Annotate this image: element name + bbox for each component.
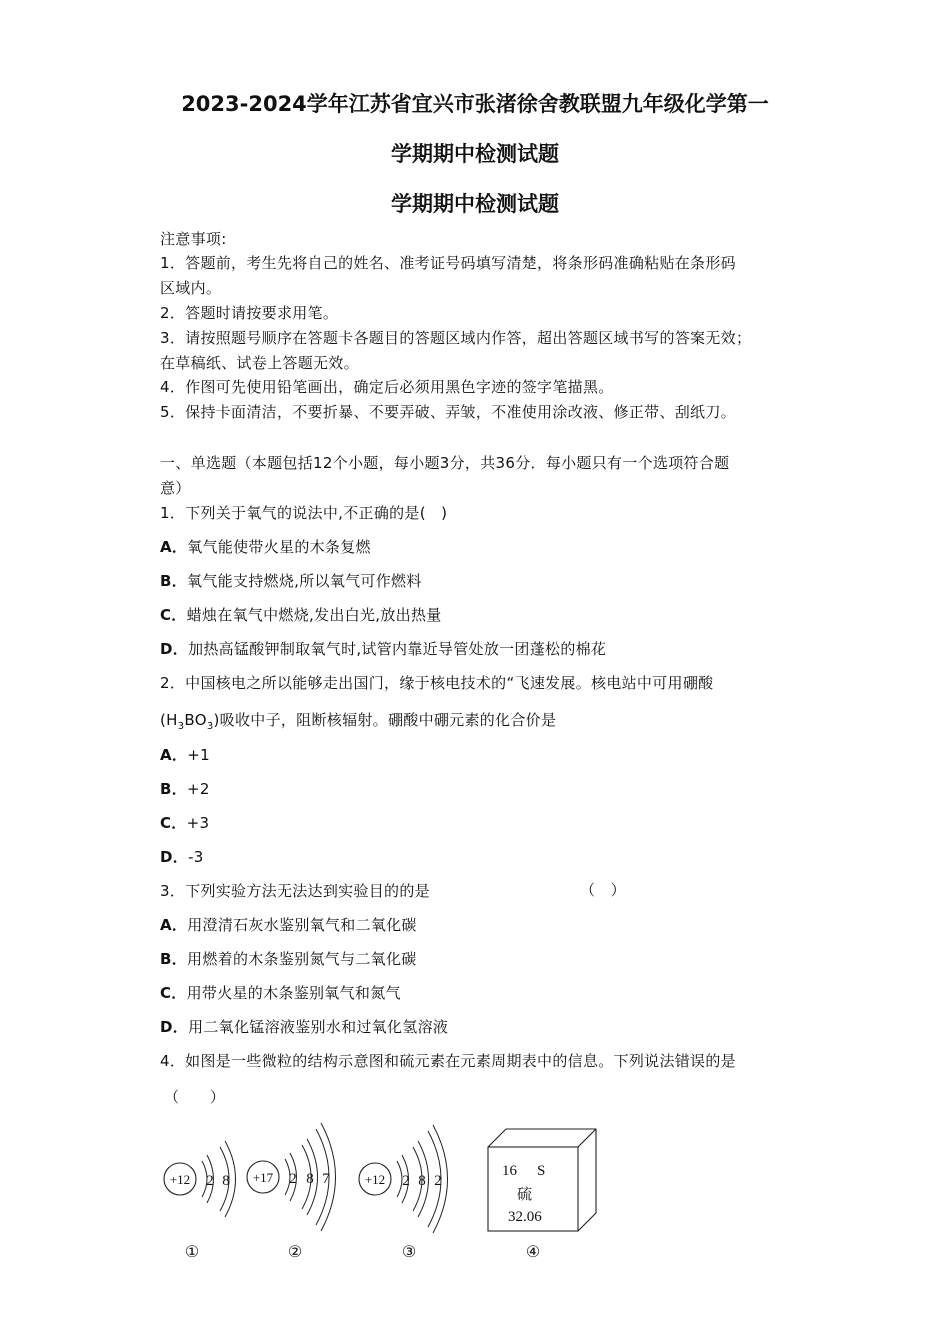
- shell-electrons: 2: [434, 1173, 442, 1189]
- shell-electrons: 2: [402, 1173, 410, 1189]
- section-heading: 一、单选题（本题包括12个小题，每小题3分，共36分．每小题只有一个选项符合题: [160, 454, 730, 472]
- diagram-label: ④: [525, 1244, 541, 1261]
- notice-item-2: 2．答题时请按要求用笔。: [160, 304, 339, 322]
- formula-part: (H: [160, 711, 178, 729]
- notice-item-1: 1．答题前，考生先将自己的姓名、准考证号码填写清楚，将条形码准确粘贴在条形码: [160, 254, 736, 272]
- notice-item-1-cont: 区域内。: [160, 279, 222, 297]
- question-2-stem: 2．中国核电之所以能够走出国门，缘于核电技术的“飞速发展。核电站中可用硼酸: [160, 674, 714, 692]
- nucleus-charge: +12: [169, 1172, 191, 1187]
- question-3-option-b: [160, 948, 417, 969]
- formula-part: BO: [184, 711, 207, 729]
- shell-electrons: 7: [322, 1171, 330, 1187]
- shell-electrons: 2: [206, 1173, 214, 1189]
- option-text: 蜡烛在氧气中燃烧,发出白光,放出热量: [186, 606, 442, 624]
- question-2-option-a: [160, 744, 210, 765]
- option-text: 氧气能使带火星的木条复燃: [187, 538, 371, 556]
- notice-item-4: 4．作图可先使用铅笔画出，确定后必须用黑色字迹的签字笔描黑。: [160, 378, 614, 396]
- question-3-option-a: [160, 914, 417, 935]
- option-label: C．: [160, 606, 187, 624]
- option-text: +1: [187, 746, 210, 764]
- question-2-stem-rest: )吸收中子，阻断核辐射。硼酸中硼元素的化合价是: [213, 711, 557, 729]
- exam-title-line-1: 2023-2024学年江苏省宜兴市张渚徐舍教联盟九年级化学第一: [181, 92, 769, 116]
- option-text: 氧气能支持燃烧,所以氧气可作燃料: [187, 572, 422, 590]
- question-3-option-d: [160, 1016, 448, 1037]
- question-2-stem-cont: [160, 709, 556, 732]
- nucleus-charge: +17: [252, 1170, 274, 1185]
- option-text: 用二氧化锰溶液鉴别水和过氧化氢溶液: [188, 1018, 449, 1036]
- option-text: -3: [188, 848, 204, 866]
- notice-heading: 注意事项:: [160, 230, 227, 248]
- atomic-mass: 32.06: [508, 1209, 542, 1225]
- question-1-option-d: [160, 638, 606, 659]
- question-1-option-b: [160, 570, 422, 591]
- option-label: C．: [160, 984, 187, 1002]
- option-text: 用燃着的木条鉴别氮气与二氧化碳: [187, 950, 417, 968]
- question-2-option-b: [160, 778, 210, 799]
- shell-electrons: 8: [418, 1173, 426, 1189]
- option-text: +2: [187, 780, 210, 798]
- option-text: 加热高锰酸钾制取氧气时,试管内靠近导管处放一团蓬松的棉花: [188, 640, 607, 658]
- answer-bracket: （ ）: [164, 1088, 226, 1106]
- cube-edge: [488, 1129, 596, 1231]
- option-label: A．: [160, 746, 188, 764]
- shell-electrons: 2: [289, 1171, 297, 1187]
- question-3-stem: 3．下列实验方法无法达到实验目的的是: [160, 882, 430, 900]
- formula-subscript: 3: [206, 721, 214, 732]
- question-1-option-c: [160, 604, 442, 625]
- exam-title-line-3: 学期期中检测试题: [391, 192, 559, 216]
- notice-item-3: 3．请按照题号顺序在答题卡各题目的答题区域内作答，超出答题区域书写的答案无效；: [160, 329, 752, 347]
- exam-title-line-2: 学期期中检测试题: [391, 142, 559, 166]
- atom-diagram-1: [164, 1141, 236, 1261]
- shell-electrons: 8: [306, 1171, 314, 1187]
- notice-item-5: 5．保持卡面清洁，不要折暴、不要弄破、弄皱，不准使用涂改液、修正带、刮纸刀。: [160, 403, 736, 421]
- notice-item-3-cont: 在草稿纸、试卷上答题无效。: [160, 354, 359, 372]
- option-text: 用澄清石灰水鉴别氧气和二氧化碳: [187, 916, 417, 934]
- atomic-number: 16: [502, 1163, 517, 1179]
- option-text: 用带火星的木条鉴别氧气和氮气: [186, 984, 401, 1002]
- diagram-label: ①: [184, 1244, 200, 1261]
- option-label: D．: [160, 848, 189, 866]
- section-heading-cont: 意）: [160, 479, 191, 497]
- question-2-option-c: [160, 812, 209, 833]
- diagram-label: ③: [401, 1244, 417, 1261]
- option-text: +3: [186, 814, 210, 832]
- answer-bracket: （ ）: [580, 881, 626, 899]
- shell-electrons: 8: [222, 1173, 230, 1189]
- electron-shell-arc: [397, 1161, 402, 1197]
- atom-diagram-3: [359, 1125, 448, 1261]
- question-2-option-d: [160, 846, 204, 867]
- periodic-table-cell-sulfur: [488, 1129, 596, 1261]
- question-1-stem: 1．下列关于氧气的说法中,不正确的是( ): [160, 504, 448, 522]
- atom-structure-diagram: [150, 1115, 630, 1275]
- option-label: B．: [160, 572, 188, 590]
- option-label: A．: [160, 916, 188, 934]
- question-1-option-a: [160, 536, 371, 557]
- diagram-label: ②: [287, 1244, 303, 1261]
- option-label: D．: [160, 640, 189, 658]
- option-label: A．: [160, 538, 188, 556]
- option-label: B．: [160, 780, 188, 798]
- element-name: 硫: [517, 1185, 533, 1203]
- question-3-option-c: [160, 982, 401, 1003]
- nucleus-charge: +12: [364, 1172, 386, 1187]
- option-label: C．: [160, 814, 187, 832]
- option-label: D．: [160, 1018, 189, 1036]
- option-label: B．: [160, 950, 188, 968]
- cube-edge: [578, 1129, 596, 1147]
- formula-subscript: 3: [177, 721, 185, 732]
- question-4-stem: 4．如图是一些微粒的结构示意图和硫元素在元素周期表中的信息。下列说法错误的是: [160, 1052, 736, 1070]
- atom-diagram-2: [247, 1123, 336, 1261]
- element-symbol: S: [537, 1163, 546, 1179]
